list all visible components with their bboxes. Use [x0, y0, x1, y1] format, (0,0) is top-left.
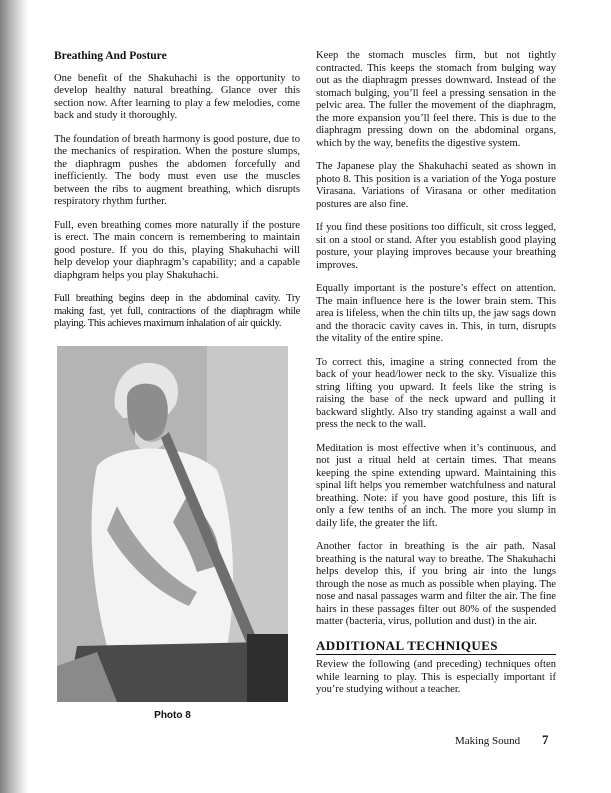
paragraph: The foundation of breath harmony is good posture, due to the mechanics of respiration. When the posture slumps, the diaphragm pushes the abdomen forcefully and inefficiently. The body must even use the muscles between the ribs to augment breathing, which disrupts respiratory rhythm further. — [54, 133, 300, 207]
paragraph: Another factor in breathing is the air path. Nasal breathing is the natural way to breathe. The Shakuhachi helps develop this, if you bring air into the lungs through the nose as much as possible when playing. The nose and nasal passages warm and filter the air. The fine hairs in these passages filter out 80% of the suspended matter (bacteria, virus, pollution and dust) in the air. — [316, 541, 556, 627]
section-heading: Breathing And Posture — [54, 50, 167, 62]
paragraph: Equally important is the posture’s effect on attention. The main influence here is the lower brain stem. This area is lifeless, when the chin tilts up, the jaw sags down and the thoracic cavity caves in. This, in turn, disrupts the vitality of the entire spine. — [316, 283, 556, 344]
paragraph: Full breathing begins deep in the abdominal cavity. Try making fast, yet full, contractions of the diaphragm while playing. This achieves maximum inhalation of air quickly. — [54, 293, 300, 329]
right-column — [316, 50, 556, 708]
page-number: 7 — [542, 733, 549, 747]
page-footer — [455, 733, 548, 748]
photo-caption: Photo 8 — [154, 709, 191, 721]
paragraph: Full, even breathing comes more naturally if the posture is erect. The main concern is remembering to maintain good posture. If you do this, playing Shakuhachi will help develop your diaphragm’s capability; and a capable diaphgram helps you play Shakuhachi. — [54, 219, 300, 281]
paragraph: Meditation is most effective when it’s continuous, and not just a ritual held at certain times. That means keeping the spine extending upward. Maintaining this spinal lift helps you remember watchfulness and natural breathing. Note: if you have good posture, this lift is only a few tenths of an inch. The more you slump in daily life, the greater the lift. — [316, 442, 556, 529]
photo-illustration — [57, 346, 288, 702]
paragraph: Review the following (and preceding) techniques often while learning to play. This is especially important if you’re studying without a teacher. — [316, 659, 556, 695]
paragraph: Keep the stomach muscles firm, but not tightly contracted. This keeps the stomach from bulging way out as the diaphragm presses downward. Instead of the stomach bulging, you’ll feel a pressing sensation in the pelvic area. The fuller the movement of the diaphragm, the more expansion you’ll feel there. This is due to the diaphragm pressing down on the abdominal organs, which by the way, benefits the digestive system. — [316, 50, 556, 149]
section-title: ADDITIONAL TECHNIQUES — [316, 640, 556, 656]
paragraph: One benefit of the Shakuhachi is the opportunity to develop healthy natural breathing. Glance over this section now. After learning to play a few melodies, come back and study it thoroughly. — [54, 72, 300, 121]
left-column — [54, 50, 300, 722]
binding-shadow — [0, 0, 28, 793]
paragraph: The Japanese play the Shakuhachi seated as shown in photo 8. This position is a variation of the Yoga posture Virasana. Variations of Virasana or other meditation postures are also fine. — [316, 161, 556, 210]
paragraph: To correct this, imagine a string connected from the back of your head/lower neck to the sky. Visualize this string lifting you upward. It feels like the string is raising the base of the neck upward and pulling it backward slightly. Also try standing against a wall and press the neck to the wall. — [316, 356, 556, 430]
footer-section-name: Making Sound — [455, 735, 521, 747]
paragraph: If you find these positions too difficult, sit cross legged, sit on a stool or stand. After you establish good playing posture, your playing improves because your breathing improves. — [316, 222, 556, 271]
photo-shakuhachi-player — [57, 346, 288, 702]
